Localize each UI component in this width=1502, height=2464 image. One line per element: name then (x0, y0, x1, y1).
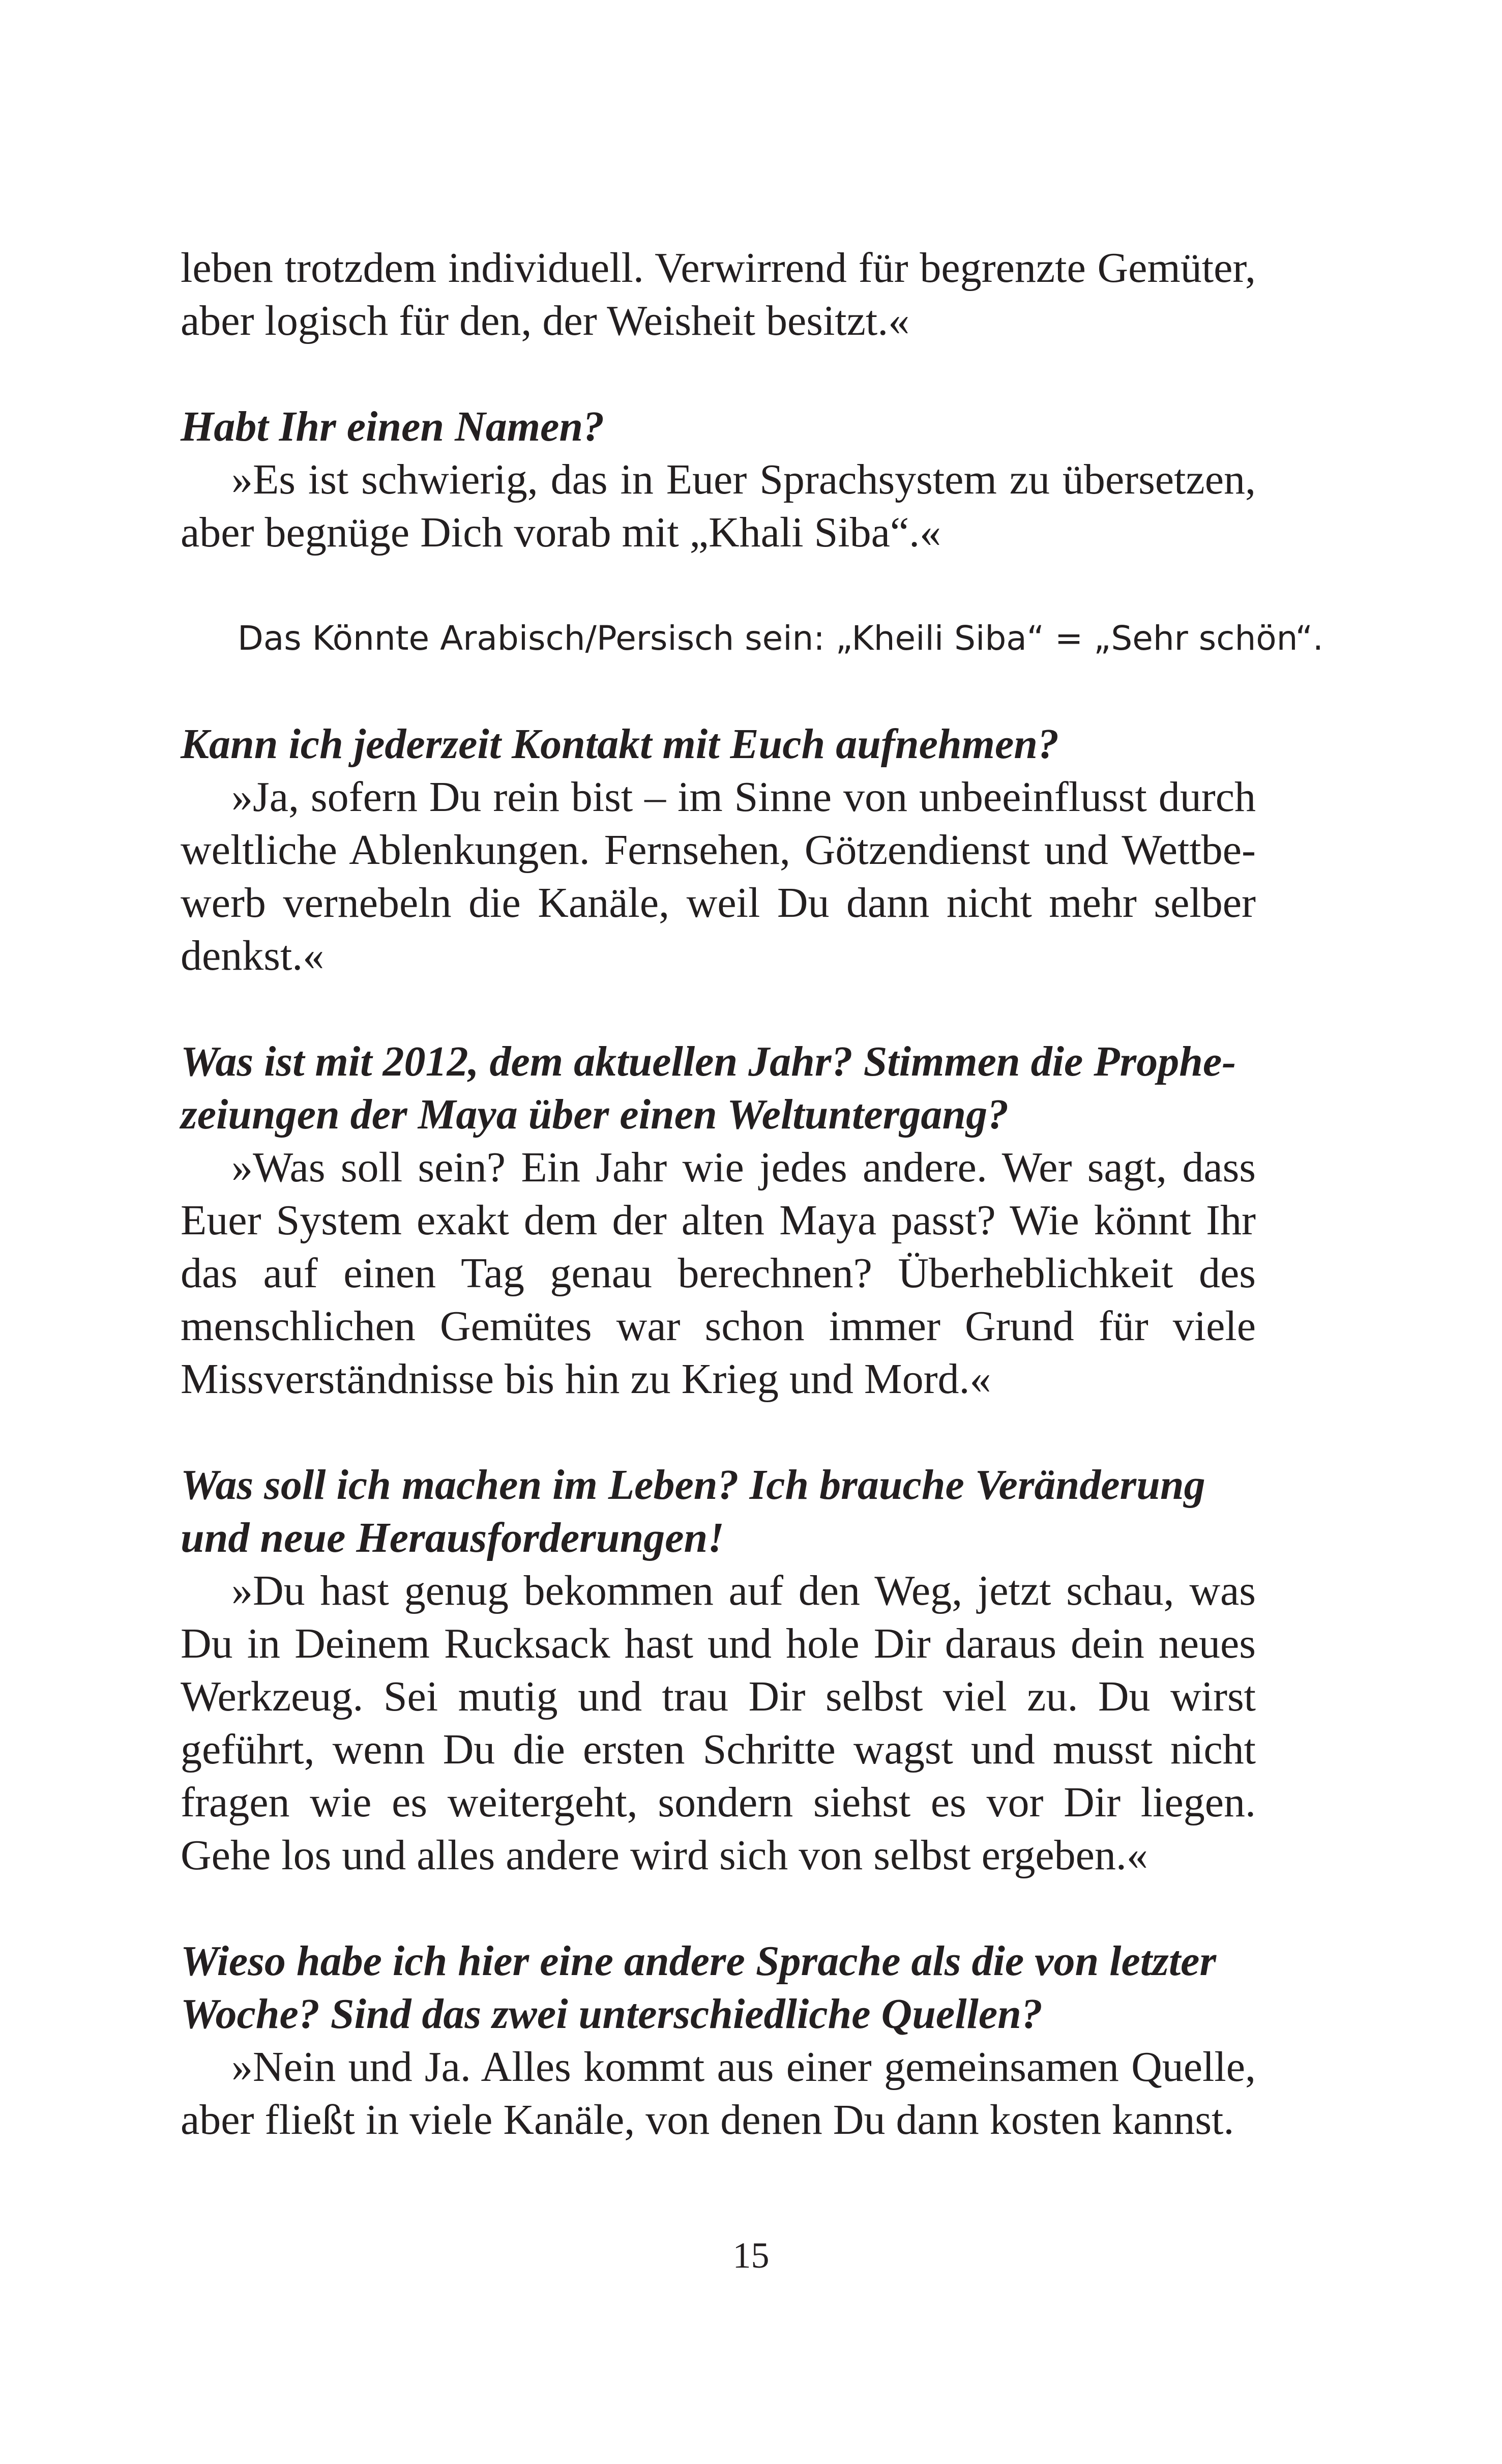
spacer (181, 559, 1256, 612)
answer-2012: »Was soll sein? Ein Jahr wie jedes andere. Wer sagt, dass Euer System exakt dem der alten Maya passt? Wie könnt Ihr das auf einen Tag genau berechnen? Überheblichkeit des menschlichen Gemütes war schon immer Grund für viele Missverständnisse bis hin zu Krieg und Mord.« (181, 1144, 1256, 1403)
question-name: Habt Ihr einen Namen? (181, 403, 605, 450)
answer-life: »Du hast genug bekommen auf den Weg, jetzt schau, was Du in Deinem Rucksack hast und hole Dir daraus dein neues Werkzeug. Sei mutig und trau Dir selbst viel zu. Du wirst geführt, wenn Du die ersten Schritte wagst und musst nicht fragen wie es weitergeht, sondern siehst es vor Dir liegen. Gehe los und alles andere wird sich von selbst ergeben.« (181, 1567, 1256, 1879)
intro-paragraph: leben trotzdem individuell. Verwirrend für begrenzte Gemüter, aber logisch für den, der Weisheit besitzt.« (181, 244, 1256, 344)
spacer (181, 1406, 1256, 1459)
question-language: Wieso habe ich hier eine andere Sprache als die von letzter Woche? Sind das zwei unterschiedliche Quellen? (181, 1937, 1217, 2038)
translator-note: Das Könnte Arabisch/Persisch sein: „Kheili Siba“ = „Sehr schön“. (238, 619, 1323, 658)
book-page (181, 242, 1323, 2147)
spacer (181, 1882, 1256, 1935)
answer-language: »Nein und Ja. Alles kommt aus einer gemeinsamen Quelle, aber fließt in viele Kanäle, von denen Du dann kosten kannst. (181, 2043, 1256, 2143)
question-contact: Kann ich jederzeit Kontakt mit Euch aufnehmen? (181, 720, 1059, 768)
spacer (181, 347, 1256, 400)
spacer (181, 665, 1256, 718)
answer-contact: »Ja, sofern Du rein bist – im Sinne von unbeeinflusst durch weltliche Ablenkungen. Fernsehen, Götzendienst und Wettbewerb vernebeln die Kanäle, weil Du dann nicht mehr selber denkst.« (181, 773, 1256, 979)
question-life: Was soll ich machen im Leben? Ich brauche Veränderung und neue Herausforderungen! (181, 1461, 1205, 1561)
question-2012: Was ist mit 2012, dem aktuellen Jahr? Stimmen die Prophezeiungen der Maya über einen Weltuntergang? (181, 1038, 1236, 1138)
spacer (181, 982, 1256, 1035)
answer-name: »Es ist schwierig, das in Euer Sprachsystem zu übersetzen, aber begnüge Dich vorab mit „Khali Siba“.« (181, 456, 1256, 556)
page-number: 15 (732, 2235, 770, 2276)
